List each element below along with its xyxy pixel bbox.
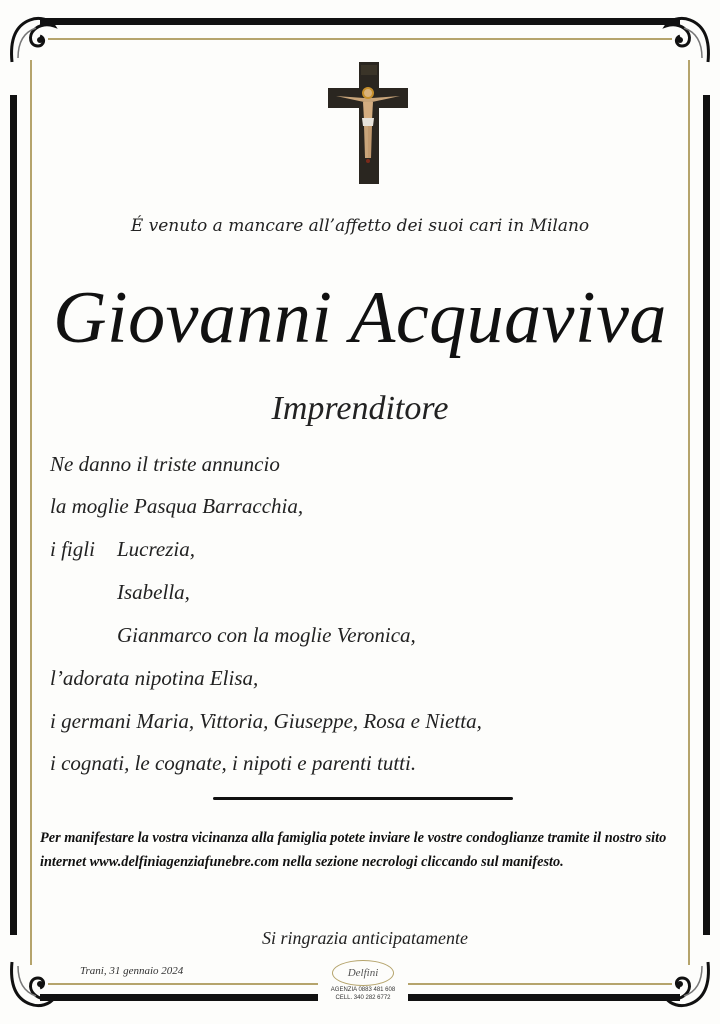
agency-phone: AGENZIA 0883 481 608 bbox=[330, 987, 396, 993]
deceased-name: Giovanni Acquaviva bbox=[53, 277, 667, 359]
ornament-corner-icon bbox=[656, 12, 716, 72]
crucifix-icon bbox=[328, 62, 408, 184]
agency-logo bbox=[318, 958, 408, 1018]
family-line: Isabella, bbox=[117, 580, 190, 604]
family-line: la moglie Pasqua Barracchia, bbox=[50, 494, 304, 518]
profession: Imprenditore bbox=[271, 390, 449, 427]
family-line: i cognati, le cognate, i nipoti e parenti tutti. bbox=[50, 751, 417, 775]
intro-text: É venuto a mancare all’affetto dei suoi cari in Milano bbox=[130, 216, 590, 236]
gold-border-top bbox=[48, 38, 672, 40]
family-line: Gianmarco con la moglie Veronica, bbox=[117, 623, 416, 647]
family-line: i germani Maria, Vittoria, Giuseppe, Rosa e Nietta, bbox=[50, 709, 482, 733]
logo-oval bbox=[332, 960, 394, 986]
gold-border-left bbox=[30, 60, 32, 965]
ornament-corner-icon bbox=[4, 12, 64, 72]
ornament-corner-icon bbox=[4, 952, 64, 1012]
place-date: Trani, 31 gennaio 2024 bbox=[80, 965, 184, 977]
family-line: i figli bbox=[50, 537, 95, 561]
gold-border-right bbox=[688, 60, 690, 965]
family-line: l’adorata nipotina Elisa, bbox=[50, 666, 259, 690]
family-line: Lucrezia, bbox=[117, 537, 195, 561]
ornament-corner-icon bbox=[656, 952, 716, 1012]
agency-cell: CELL. 340 282 6772 bbox=[335, 995, 391, 1001]
logo-brand: Delfini bbox=[347, 967, 379, 979]
divider-line bbox=[213, 797, 513, 800]
condolence-notice: Per manifestare la vostra vicinanza alla famiglia potete inviare le vostre condoglianze tramite il nostro sito internet www.delfiniagenziafunebre.com nella sezione necrologi cliccando sul manifesto. bbox=[40, 830, 667, 870]
thanks-text: Si ringrazia anticipatamente bbox=[262, 928, 468, 948]
frame-top-bar bbox=[40, 18, 680, 25]
family-line: Ne danno il triste annuncio bbox=[50, 452, 280, 476]
